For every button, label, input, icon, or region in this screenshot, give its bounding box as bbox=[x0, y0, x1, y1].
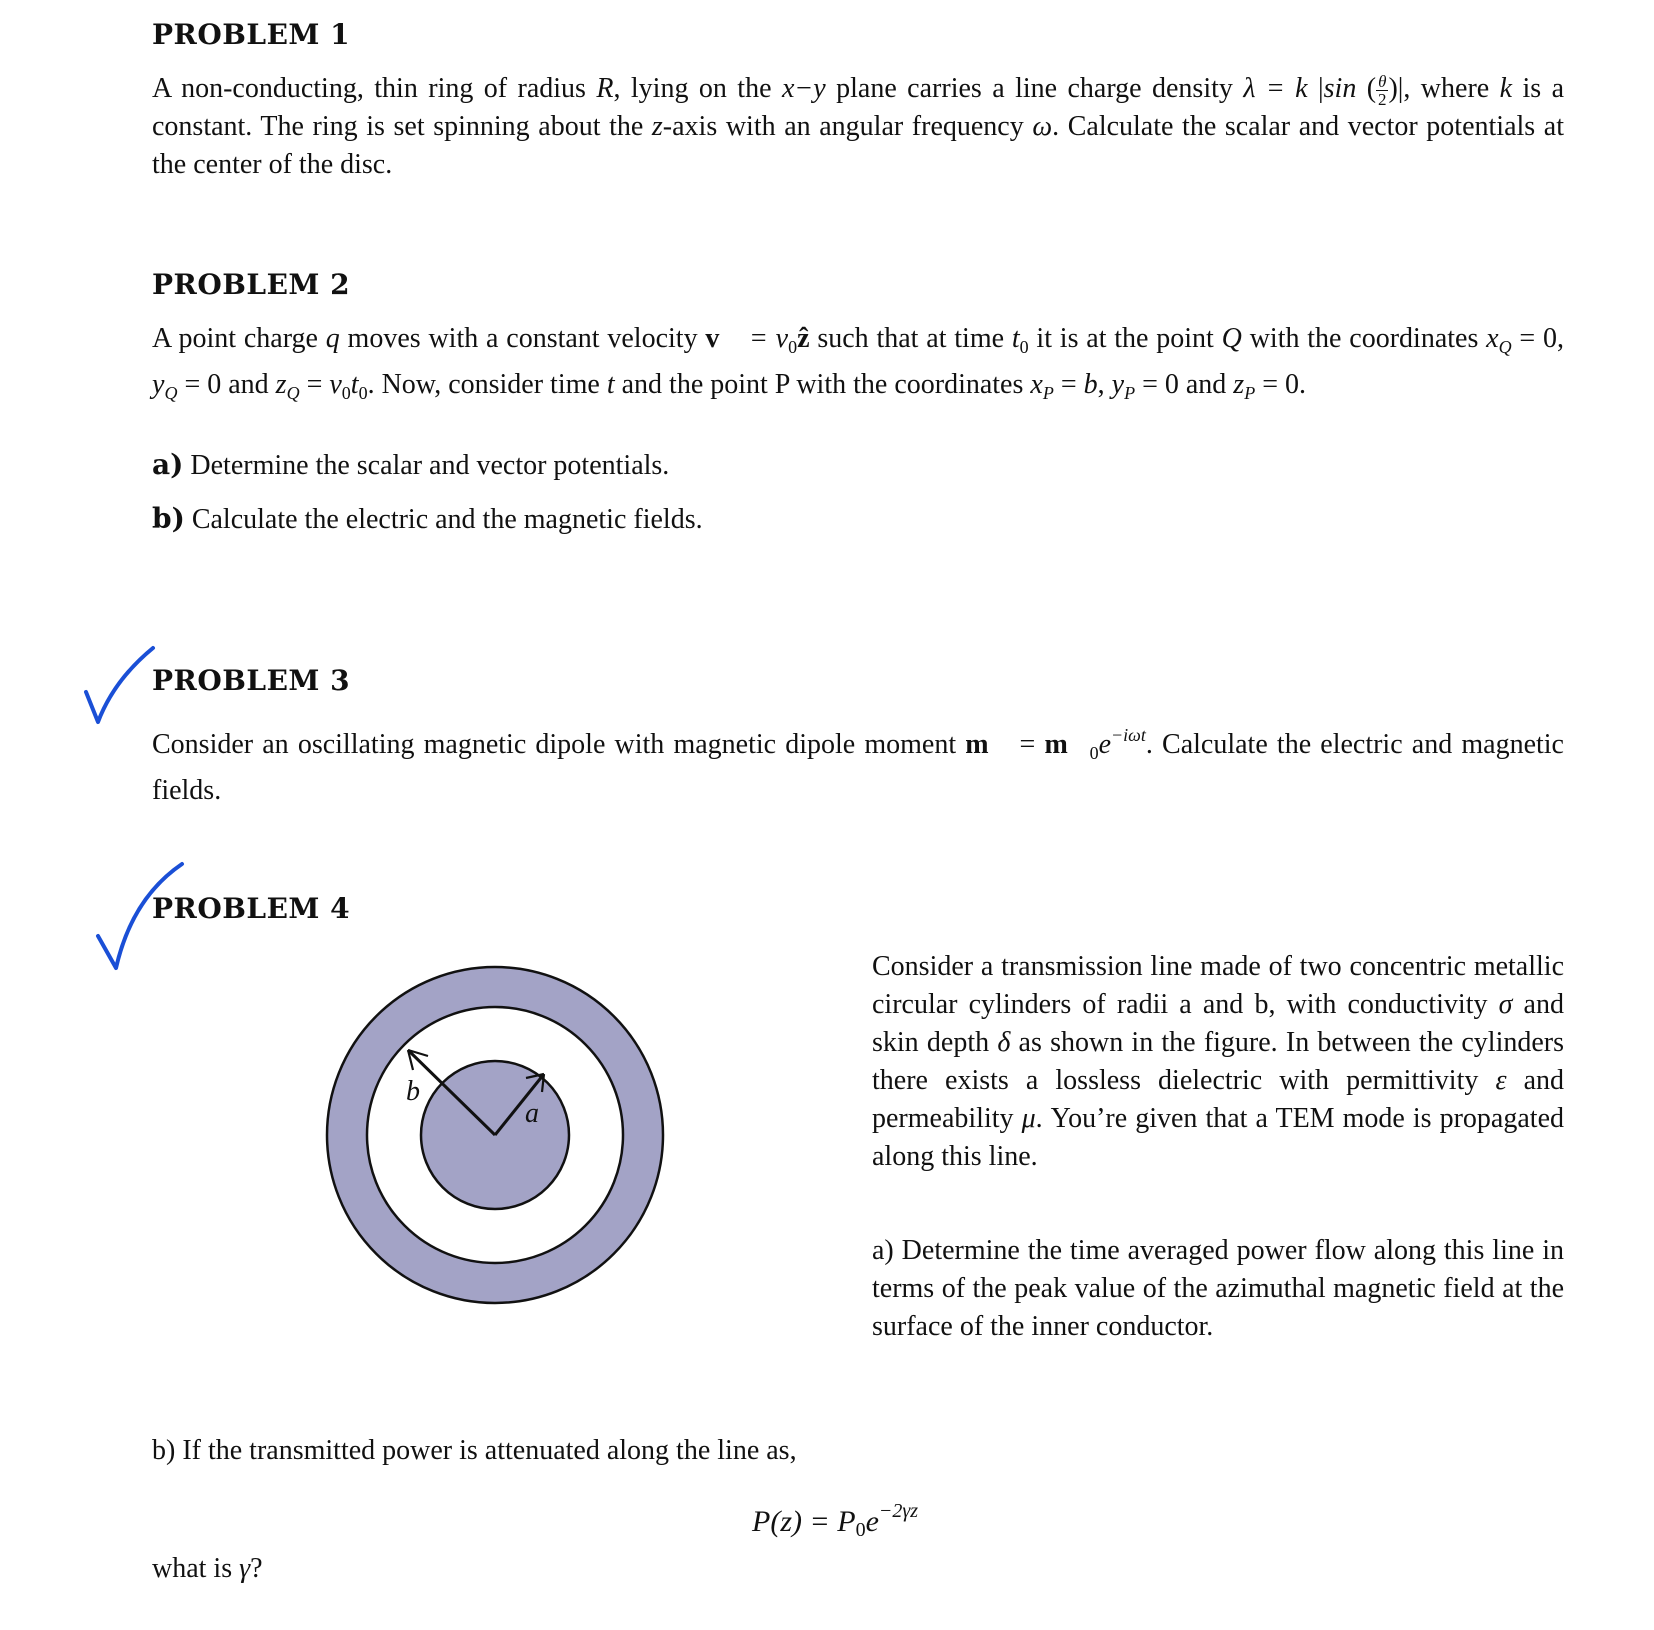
problem-1-text: A non-conducting, thin ring of radius R, lying on the x−y plane carries a line charge density λ = k |sin ( $\frac{\theta}{2}$ )|, where k is a constant. The ring is set spinning about the z-axis with an angular frequency ω. Calculate the scalar and vector potentials at the center of the disc. bbox=[152, 72, 1565, 181]
problem-4-part-a: a) Determine the time averaged power flow along this line in terms of the peak value of the azimuthal magnetic field at the surface of the inner conductor. bbox=[872, 1235, 1564, 1342]
problem-4-title: PROBLEM 4 bbox=[152, 892, 351, 925]
problem-2-title: PROBLEM 2 bbox=[152, 268, 351, 301]
checkmark-icon bbox=[80, 640, 160, 730]
checkmark-stroke bbox=[86, 648, 153, 722]
problem-2-item-a: a) Determine the scalar and vector potentials. bbox=[152, 448, 670, 481]
problem-3-title: PROBLEM 3 bbox=[152, 664, 351, 697]
attenuation-equation: $P(z) = P0e^{-2\gamma z}$ bbox=[752, 1500, 919, 1541]
label-b: b bbox=[406, 1076, 420, 1107]
problem-4-part-b: b) If the transmitted power is attenuated along the line as, bbox=[152, 1435, 797, 1466]
problem-3-text: Consider an oscillating magnetic dipole with magnetic dipole moment m⃗ = $m⃗_0e^{-i\omega t}$. Calculate the electric and magnetic fields. bbox=[152, 725, 1564, 806]
problem-1-title: PROBLEM 1 bbox=[152, 18, 351, 51]
problem-4-text: Consider a transmission line made of two concentric metallic circular cylinders of radii a and b, with conductivity σ and skin depth δ as shown in the figure. In between the cylinders there exists a lossless dielectric with permittivity ε and permeability μ. You’re given that a TEM mode is propagated along this line. bbox=[872, 951, 1564, 1172]
problem-4-question: what is γ? bbox=[152, 1553, 263, 1584]
problem-2-item-b: b) Calculate the electric and the magnetic fields. bbox=[152, 502, 703, 535]
label-a: a bbox=[525, 1098, 539, 1129]
problem-2-text: A point charge q moves with a constant velocity v⃗ = $v_0ẑ$ such that at time $t_0$ it is at the point Q with the coordinates $x_Q = 0$, $y_Q = 0$ and $z_Q = v_0t_0$. Now, consider time t and the point P with the coordinates $x_P = b$, $y_P = 0$ and $z_P = 0$. bbox=[152, 323, 1564, 403]
coaxial-cylinder-figure bbox=[320, 960, 670, 1310]
theta-over-two: $\frac{\theta}{2}$ bbox=[1378, 72, 1387, 110]
